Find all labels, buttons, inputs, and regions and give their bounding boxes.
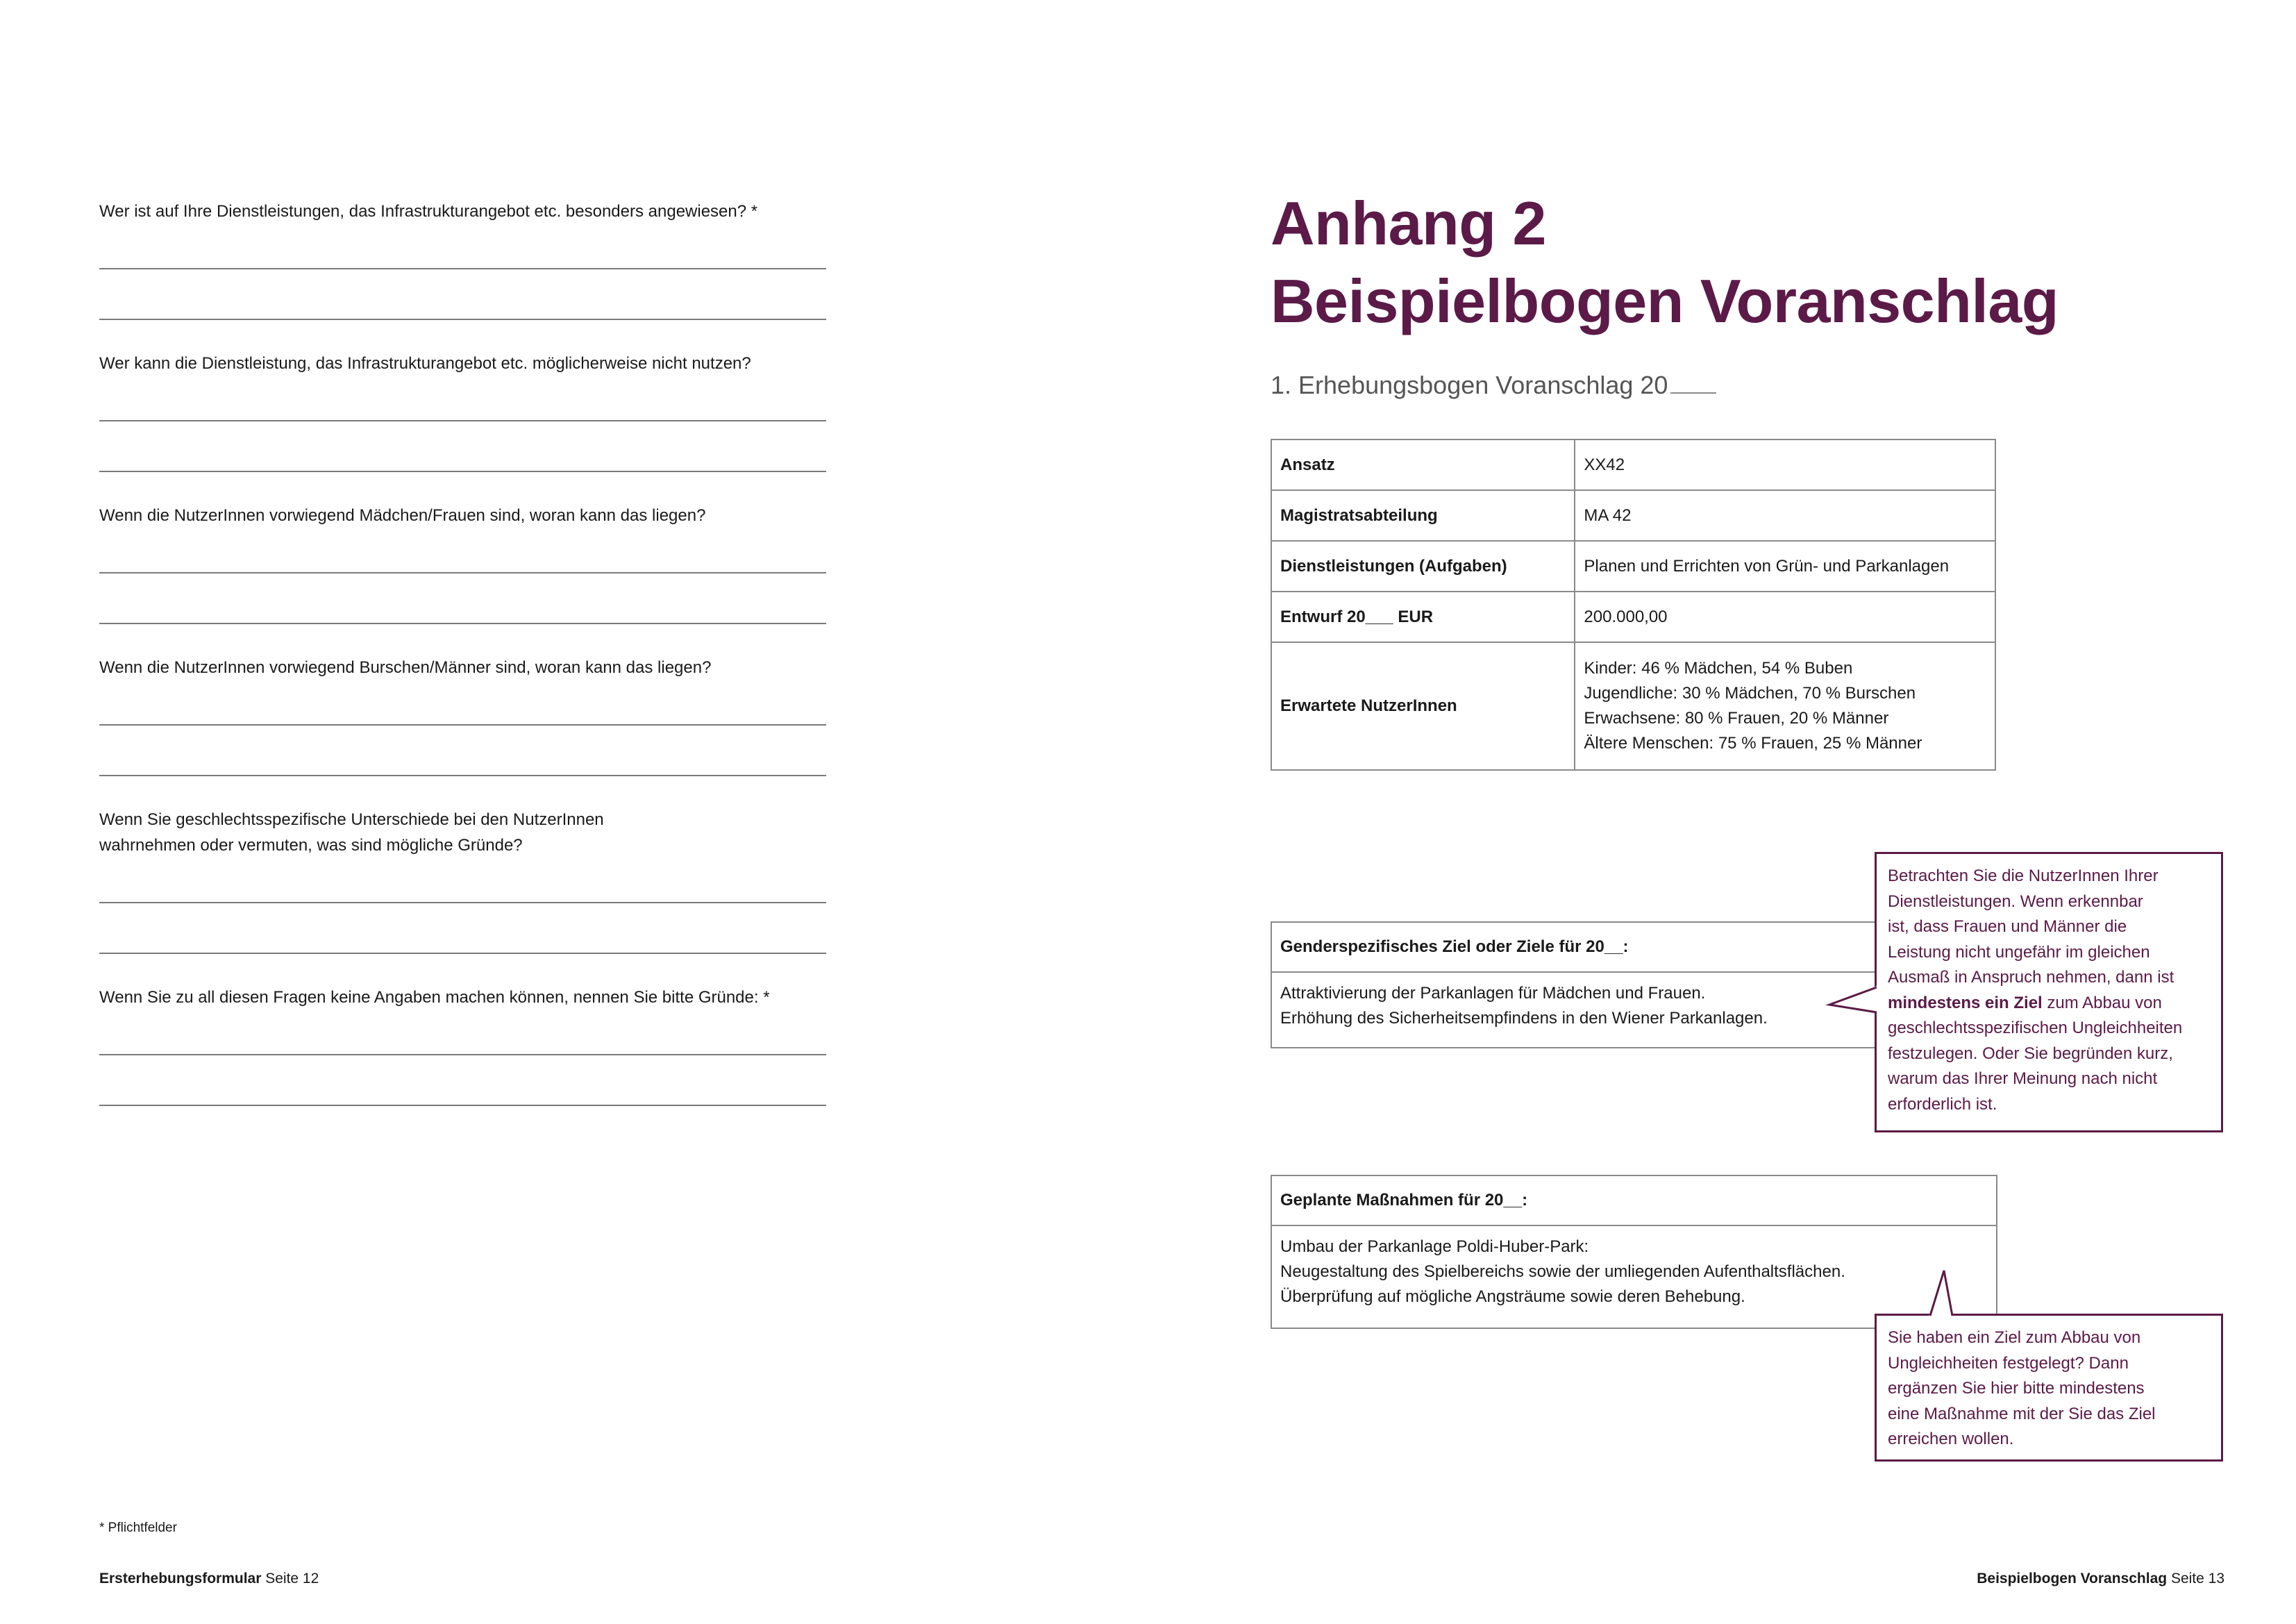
table-row [1271,490,1995,541]
table-row [1271,642,1995,770]
page-footer-right [1977,1571,2224,1587]
callout-text: zum Abbau von [2042,993,2162,1012]
footer-page: Seite 13 [2170,1571,2224,1587]
measure-line: Umbau der Parkanlage Poldi-Huber-Park: [1280,1237,1589,1256]
row-value [1575,642,1995,770]
table-row [1271,440,1995,490]
hint-callout-measures [1875,1314,2223,1462]
table-row [1271,592,1995,642]
row-value: Planen und Errichten von Grün- und Parkanlagen [1575,541,1995,592]
answer-line[interactable] [99,724,826,726]
callout-line: eine Maßnahme mit der Sie das Ziel [1888,1404,2156,1423]
user-share: Erwachsene: 80 % Frauen, 20 % Männer [1584,709,1889,728]
year-blank[interactable] [1670,374,1716,394]
callout-pointer-left-icon [1826,985,1882,1026]
callout-line: ist, dass Frauen und Männer die [1888,917,2127,936]
measures-box [1271,1175,1997,1329]
user-share: Jugendliche: 30 % Mädchen, 70 % Burschen [1584,684,1916,703]
answer-line[interactable] [99,953,826,954]
question-label: Wenn die NutzerInnen vorwiegend Burschen/Männer sind, woran kann das liegen? [99,658,712,677]
answer-line[interactable] [99,1105,826,1106]
goal-heading: Genderspezifisches Ziel oder Ziele für 20__: [1272,923,1996,973]
answer-line[interactable] [99,572,826,574]
hint-callout-goal [1875,852,2223,1132]
page-footer-left [99,1571,319,1587]
callout-line: Betrachten Sie die NutzerInnen Ihrer [1888,867,2159,885]
callout-line: erforderlich ist. [1888,1094,1997,1114]
callout-line: festzulegen. Oder Sie begründen kurz, [1888,1044,2173,1063]
answer-line[interactable] [99,623,826,624]
subheading [1271,371,1716,400]
measure-line: Überprüfung auf mögliche Angsträume sowie deren Behebung. [1280,1287,1745,1306]
question-label: Wer ist auf Ihre Dienstleistungen, das Infrastrukturangebot etc. besonders angewiesen? * [99,202,758,221]
footer-section: Beispielbogen Voranschlag [1977,1571,2168,1587]
callout-line: erreichen wollen. [1888,1430,2014,1448]
callout-line: warum das Ihrer Meinung nach nicht [1888,1069,2158,1088]
callout-emphasis: mindestens ein Ziel [1888,993,2043,1012]
measures-heading: Geplante Maßnahmen für 20__: [1272,1176,1996,1226]
answer-line[interactable] [99,1054,826,1055]
footer-page: Seite 12 [265,1571,319,1587]
answer-line[interactable] [99,775,826,776]
callout-line: Dienstleistungen. Wenn erkennbar [1888,891,2143,911]
row-value: XX42 [1575,440,1995,490]
row-key: Ansatz [1271,440,1575,490]
row-value: 200.000,00 [1575,592,1995,642]
callout-line: Leistung nicht ungefähr im gleichen [1888,942,2150,962]
question-label: Wenn Sie zu all diesen Fragen keine Angaben machen können, nennen Sie bitte Gründe: * [99,988,770,1007]
callout-line [1888,991,2210,1016]
subheading-text: 1. Erhebungsbogen Voranschlag 20 [1271,371,1668,399]
answer-line[interactable] [99,902,826,903]
goal-line: Erhöhung des Sicherheitsempfindens in den Wiener Parkanlagen. [1280,1009,1768,1028]
callout-pointer-up-icon [1923,1268,1972,1318]
callout-line: Ungleichheiten festgelegt? Dann [1888,1353,2129,1373]
question-label: Wenn die NutzerInnen vorwiegend Mädchen/Frauen sind, woran kann das liegen? [99,506,706,525]
page-title-line2: Beispielbogen Voranschlag [1271,267,2059,335]
callout-line: ergänzen Sie hier bitte mindestens [1888,1379,2145,1398]
footnote: * Pflichtfelder [99,1521,177,1535]
row-key: Entwurf 20___ EUR [1271,592,1575,642]
row-key: Magistratsabteilung [1271,490,1575,541]
callout-line: Ausmaß in Anspruch nehmen, dann ist [1888,968,2175,987]
answer-line[interactable] [99,268,826,269]
measures-body[interactable] [1272,1226,1996,1318]
user-share: Ältere Menschen: 75 % Frauen, 25 % Männer [1584,734,1922,753]
table-row [1271,541,1995,592]
footer-section: Ersterhebungsformular [99,1571,262,1587]
user-share: Kinder: 46 % Mädchen, 54 % Buben [1584,659,1853,678]
callout-line: geschlechtsspezifischen Ungleichheiten [1888,1019,2183,1037]
page-title-line1: Anhang 2 [1271,189,1546,258]
question-label: wahrnehmen oder vermuten, was sind mögliche Gründe? [99,836,523,855]
callout-line: Sie haben ein Ziel zum Abbau von [1888,1328,2141,1347]
row-key: Dienstleistungen (Aufgaben) [1271,541,1575,592]
question-label: Wer kann die Dienstleistung, das Infrastrukturangebot etc. möglicherweise nicht nutzen? [99,354,751,373]
budget-table [1271,439,1996,771]
question-label: Wenn Sie geschlechtsspezifische Unterschiede bei den NutzerInnen [99,810,604,829]
answer-line[interactable] [99,420,826,421]
answer-line[interactable] [99,319,826,320]
measure-line: Neugestaltung des Spielbereichs sowie der umliegenden Aufenthaltsflächen. [1280,1262,1845,1281]
goal-line: Attraktivierung der Parkanlagen für Mädchen und Frauen. [1280,984,1706,1003]
answer-line[interactable] [99,471,826,472]
row-value: MA 42 [1575,490,1995,541]
row-key: Erwartete NutzerInnen [1271,642,1575,770]
